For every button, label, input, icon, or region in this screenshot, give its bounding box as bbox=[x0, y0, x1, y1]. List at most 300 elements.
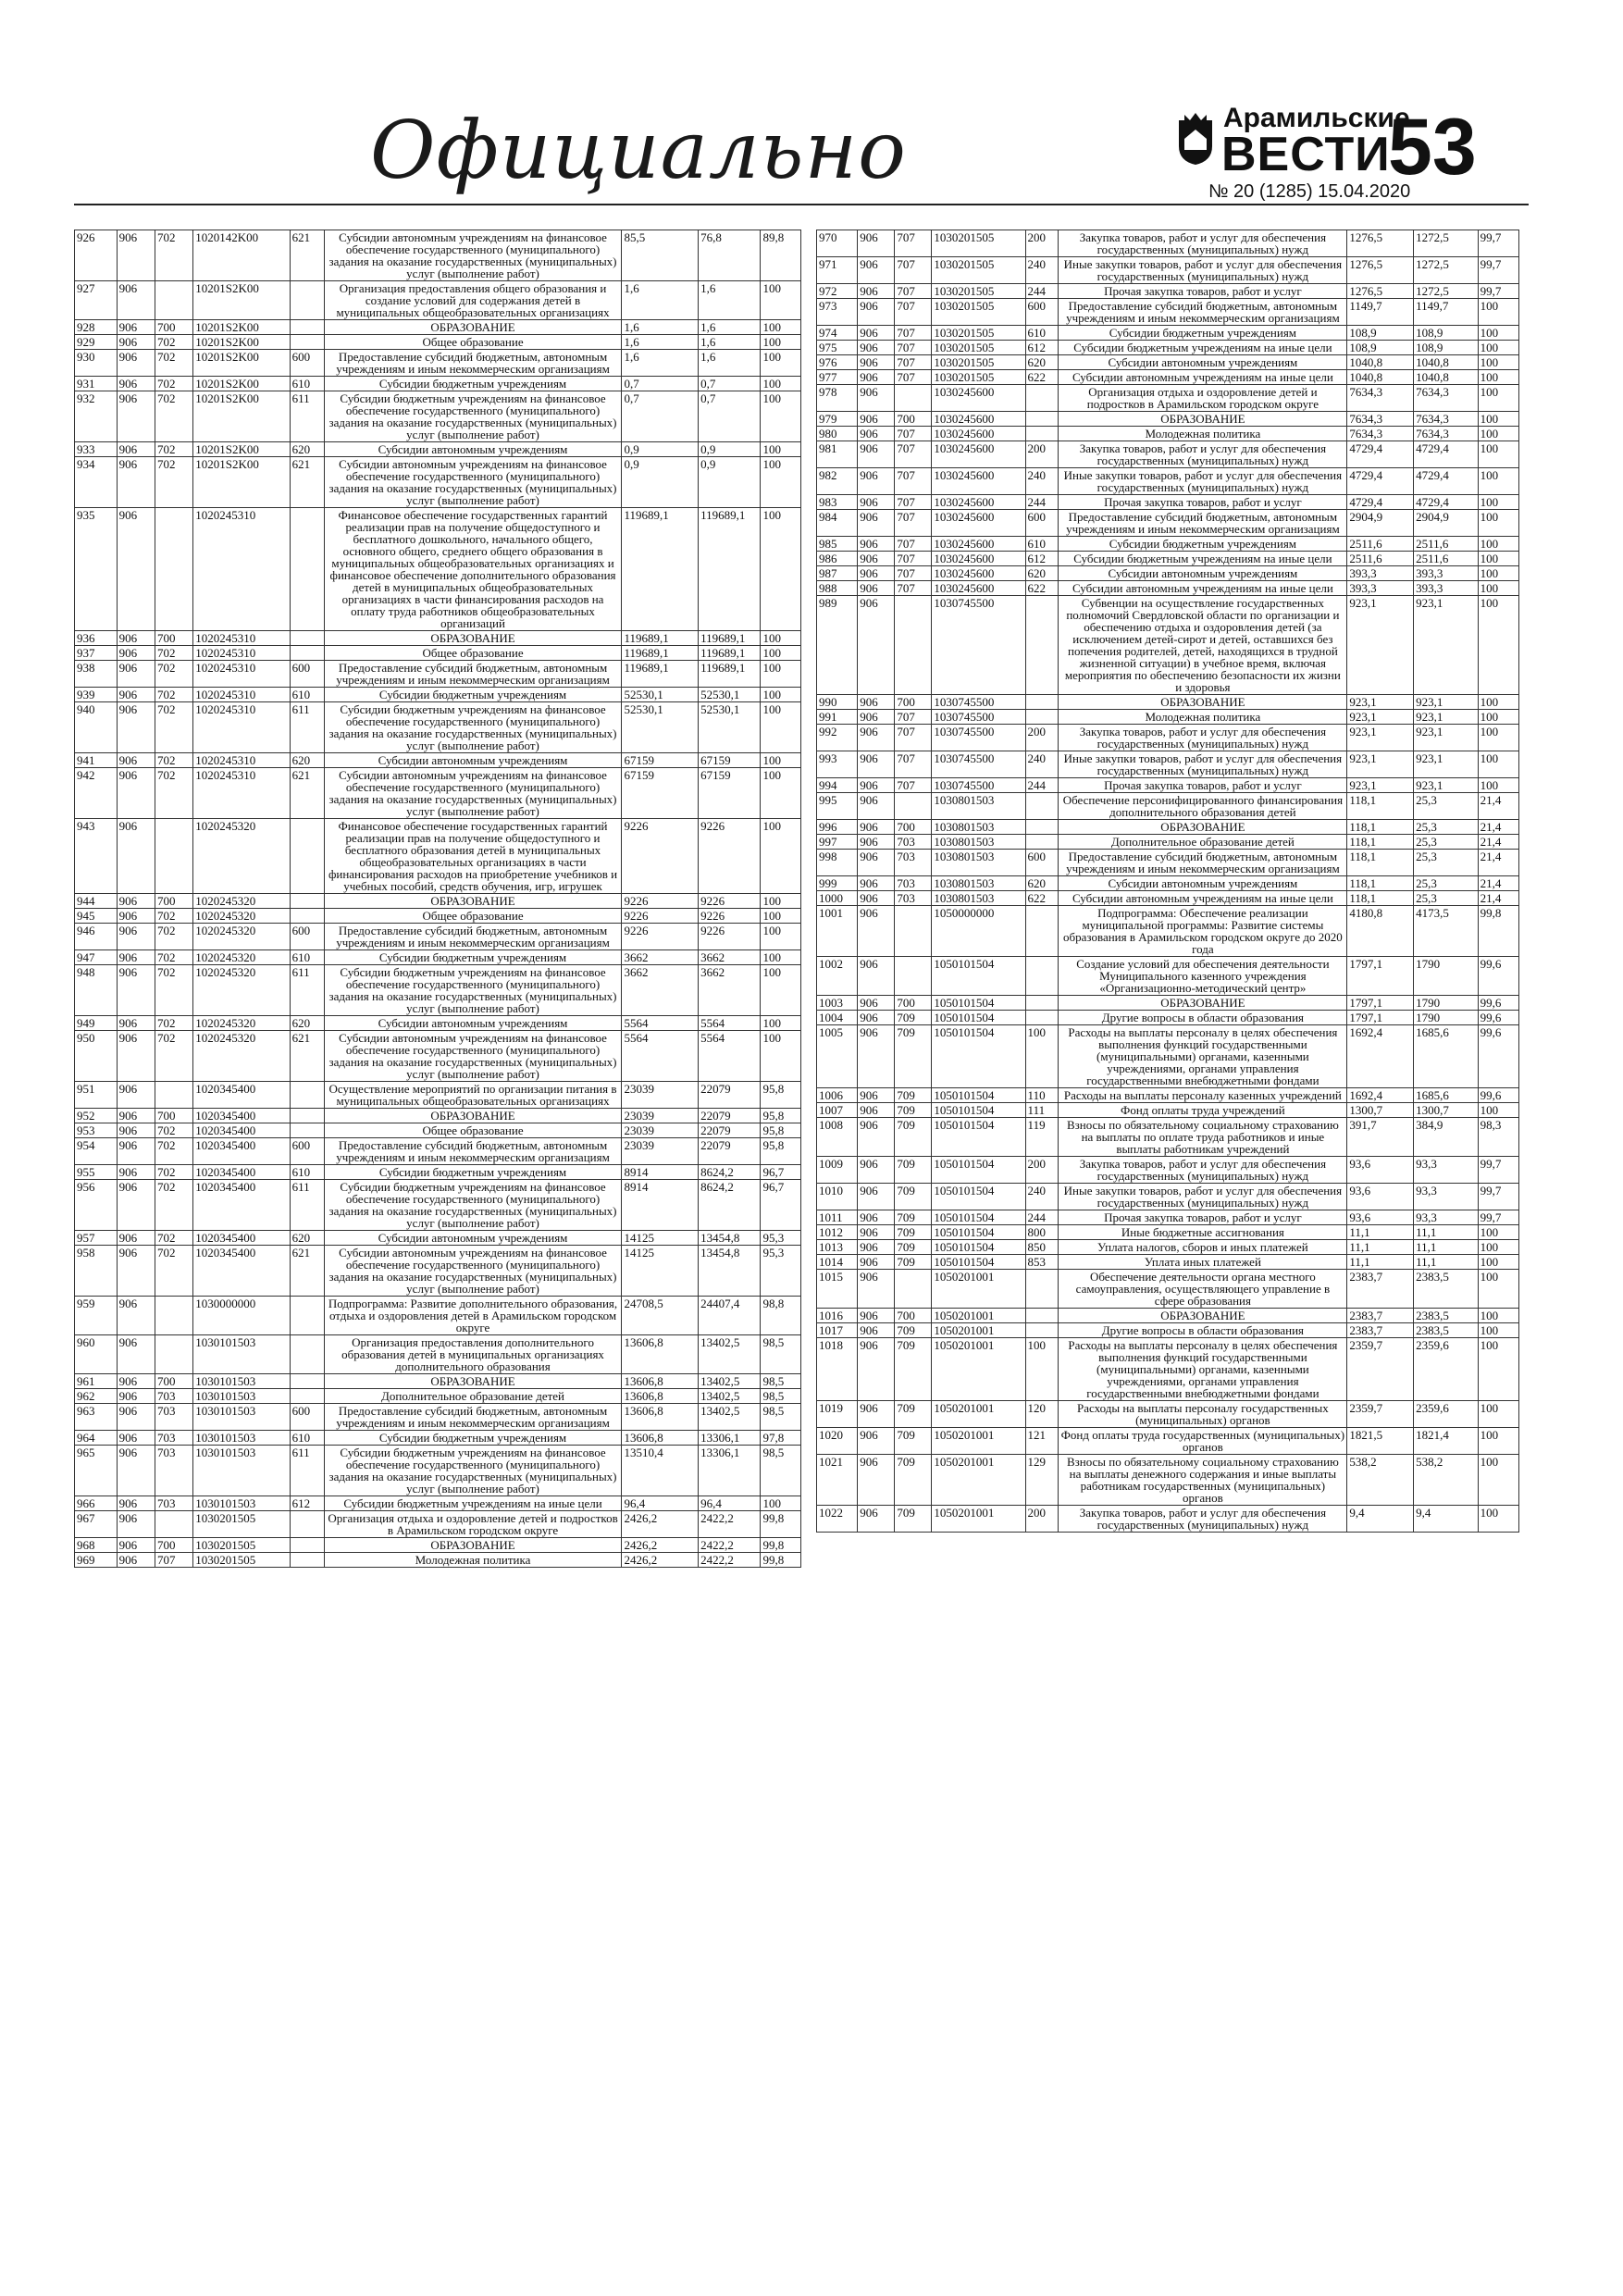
table-cell: Подпрограмма: Развитие дополнительного образования, отдыха и оздоровления детей в Арамильском городском округе bbox=[324, 1297, 622, 1335]
table-row bbox=[817, 1210, 1519, 1225]
table-cell: 0,7 bbox=[622, 377, 699, 391]
table-cell: 707 bbox=[895, 495, 932, 510]
table-cell: 906 bbox=[117, 1404, 155, 1431]
table-cell: 707 bbox=[895, 284, 932, 299]
table-cell: 1300,7 bbox=[1347, 1103, 1414, 1118]
table-cell: 1030801503 bbox=[932, 835, 1025, 850]
table-cell: 1050101504 bbox=[932, 1210, 1025, 1225]
table-cell: 1019 bbox=[817, 1401, 858, 1428]
table-cell: 1050101504 bbox=[932, 1103, 1025, 1118]
table-cell: 1011 bbox=[817, 1210, 858, 1225]
table-cell: 981 bbox=[817, 441, 858, 468]
table-cell: 709 bbox=[895, 1240, 932, 1255]
table-cell: 906 bbox=[117, 819, 155, 894]
table-cell: 0,9 bbox=[622, 457, 699, 508]
table-cell: 1050000000 bbox=[932, 906, 1025, 957]
table-cell: 2383,7 bbox=[1347, 1270, 1414, 1309]
table-cell: ОБРАЗОВАНИЕ bbox=[324, 894, 622, 909]
table-cell: 963 bbox=[75, 1404, 118, 1431]
table-cell: 10201S2K00 bbox=[193, 335, 290, 350]
table-cell: 906 bbox=[858, 1011, 895, 1025]
table-cell: 923,1 bbox=[1347, 695, 1414, 710]
table-cell: 1007 bbox=[817, 1103, 858, 1118]
table-cell: 9226 bbox=[622, 909, 699, 924]
table-cell: 1692,4 bbox=[1347, 1088, 1414, 1103]
table-cell: 4729,4 bbox=[1347, 441, 1414, 468]
table-cell: 98,8 bbox=[761, 1297, 801, 1335]
table-cell: 7634,3 bbox=[1414, 427, 1479, 441]
table-cell: 22079 bbox=[699, 1123, 761, 1138]
table-cell: 100 bbox=[761, 950, 801, 965]
table-cell: 906 bbox=[117, 1431, 155, 1446]
table-cell: 906 bbox=[858, 326, 895, 341]
table-cell: 100 bbox=[1478, 1323, 1518, 1338]
table-row bbox=[75, 1016, 801, 1031]
table-cell: 23039 bbox=[622, 1138, 699, 1165]
table-cell: 129 bbox=[1025, 1455, 1059, 1506]
table-row bbox=[817, 710, 1519, 725]
table-cell: 1030101503 bbox=[193, 1374, 290, 1389]
table-cell: 100 bbox=[761, 909, 801, 924]
table-cell: 98,5 bbox=[761, 1389, 801, 1404]
table-cell: 100 bbox=[1478, 710, 1518, 725]
table-cell: 702 bbox=[155, 230, 192, 281]
table-row bbox=[75, 1123, 801, 1138]
table-cell: 119689,1 bbox=[699, 646, 761, 661]
table-row bbox=[817, 891, 1519, 906]
table-cell: Субсидии автономным учреждениям bbox=[324, 1231, 622, 1246]
table-cell: 702 bbox=[155, 753, 192, 768]
table-cell: 707 bbox=[155, 1553, 192, 1568]
table-cell: 11,1 bbox=[1347, 1255, 1414, 1270]
table-cell: 1030201505 bbox=[932, 370, 1025, 385]
table-cell: 950 bbox=[75, 1031, 118, 1082]
table-cell: Взносы по обязательному социальному страхованию на выплаты денежного содержания и иные выплаты работникам государственных (муниципальных) органов bbox=[1059, 1455, 1347, 1506]
table-cell: 10201S2K00 bbox=[193, 320, 290, 335]
table-cell: 2359,7 bbox=[1347, 1401, 1414, 1428]
table-cell: ОБРАЗОВАНИЕ bbox=[324, 320, 622, 335]
table-cell: 1040,8 bbox=[1347, 370, 1414, 385]
table-cell: 7634,3 bbox=[1347, 385, 1414, 412]
table-cell: 906 bbox=[117, 768, 155, 819]
table-cell: Субсидии автономным учреждениям на финансовое обеспечение государственного (муниципального) задания на оказание государственных (муниципальных) услуг (выполнение работ) bbox=[324, 457, 622, 508]
table-cell: 391,7 bbox=[1347, 1118, 1414, 1157]
table-cell: 21,4 bbox=[1478, 820, 1518, 835]
table-cell: 100 bbox=[1478, 778, 1518, 793]
table-row bbox=[817, 850, 1519, 876]
table-cell: 4729,4 bbox=[1414, 468, 1479, 495]
table-cell: 1050101504 bbox=[932, 957, 1025, 996]
table-cell: 1272,5 bbox=[1414, 257, 1479, 284]
table-cell: 974 bbox=[817, 326, 858, 341]
table-row bbox=[75, 1446, 801, 1496]
table-cell: 25,3 bbox=[1414, 820, 1479, 835]
table-cell: 1050201001 bbox=[932, 1323, 1025, 1338]
table-cell: 951 bbox=[75, 1082, 118, 1109]
table-cell: 707 bbox=[895, 257, 932, 284]
table-cell: 1050101504 bbox=[932, 1225, 1025, 1240]
table-cell: 52530,1 bbox=[699, 688, 761, 702]
table-cell: 976 bbox=[817, 355, 858, 370]
table-cell: 1000 bbox=[817, 891, 858, 906]
table-cell: 100 bbox=[1478, 1455, 1518, 1506]
table-cell bbox=[1025, 793, 1059, 820]
table-cell: 100 bbox=[761, 442, 801, 457]
table-cell: 10201S2K00 bbox=[193, 281, 290, 320]
table-cell: 1685,6 bbox=[1414, 1025, 1479, 1088]
table-cell: 100 bbox=[1478, 427, 1518, 441]
table-cell: 98,5 bbox=[761, 1335, 801, 1374]
table-cell: 100 bbox=[1478, 695, 1518, 710]
table-cell: 936 bbox=[75, 631, 118, 646]
table-cell: 611 bbox=[290, 702, 324, 753]
table-cell: 10201S2K00 bbox=[193, 391, 290, 442]
table-cell: 67159 bbox=[622, 768, 699, 819]
table-row bbox=[75, 1404, 801, 1431]
table-cell: 200 bbox=[1025, 230, 1059, 257]
table-row bbox=[817, 552, 1519, 566]
table-cell: 709 bbox=[895, 1184, 932, 1210]
table-cell: 945 bbox=[75, 909, 118, 924]
table-cell: 994 bbox=[817, 778, 858, 793]
table-cell: 702 bbox=[155, 909, 192, 924]
table-cell: 98,5 bbox=[761, 1404, 801, 1431]
table-cell: 1030201505 bbox=[932, 355, 1025, 370]
table-cell: 1030201505 bbox=[193, 1538, 290, 1553]
table-cell: 800 bbox=[1025, 1225, 1059, 1240]
table-cell: 934 bbox=[75, 457, 118, 508]
table-cell: 979 bbox=[817, 412, 858, 427]
table-cell: 1030745500 bbox=[932, 725, 1025, 751]
table-cell: 923,1 bbox=[1347, 596, 1414, 695]
table-cell: 100 bbox=[761, 1496, 801, 1511]
table-cell: Субсидии автономным учреждениям bbox=[1059, 355, 1347, 370]
table-cell: 100 bbox=[1478, 566, 1518, 581]
table-cell: 906 bbox=[858, 835, 895, 850]
table-cell: 906 bbox=[858, 510, 895, 537]
table-cell: 1050101504 bbox=[932, 1118, 1025, 1157]
table-cell: 240 bbox=[1025, 257, 1059, 284]
table-cell: 1050101504 bbox=[932, 1240, 1025, 1255]
table-cell: 906 bbox=[117, 442, 155, 457]
table-cell: 906 bbox=[117, 753, 155, 768]
table-cell: 1022 bbox=[817, 1506, 858, 1533]
table-cell: 600 bbox=[290, 1138, 324, 1165]
table-cell: 10201S2K00 bbox=[193, 377, 290, 391]
table-cell: 703 bbox=[895, 835, 932, 850]
table-cell: 13306,1 bbox=[699, 1431, 761, 1446]
table-cell: 13402,5 bbox=[699, 1374, 761, 1389]
table-cell: 906 bbox=[858, 468, 895, 495]
table-cell: ОБРАЗОВАНИЕ bbox=[1059, 695, 1347, 710]
table-cell: 2426,2 bbox=[622, 1553, 699, 1568]
table-cell: 702 bbox=[155, 377, 192, 391]
table-cell: 610 bbox=[290, 688, 324, 702]
table-cell: Субсидии бюджетным учреждениям на финансовое обеспечение государственного (муниципального) задания на оказание государственных (муниципальных) услуг (выполнение работ) bbox=[324, 1446, 622, 1496]
table-cell: 1040,8 bbox=[1414, 355, 1479, 370]
table-cell: 906 bbox=[858, 751, 895, 778]
table-cell: 1050101504 bbox=[932, 1157, 1025, 1184]
table-cell: Фонд оплаты труда государственных (муниципальных) органов bbox=[1059, 1428, 1347, 1455]
table-cell: 906 bbox=[858, 793, 895, 820]
table-cell: 906 bbox=[858, 257, 895, 284]
table-cell: 968 bbox=[75, 1538, 118, 1553]
table-cell: 2383,5 bbox=[1414, 1309, 1479, 1323]
table-cell: 99,7 bbox=[1478, 257, 1518, 284]
table-cell: Обеспечение персонифицированного финансирования дополнительного образования детей bbox=[1059, 793, 1347, 820]
table-cell: 702 bbox=[155, 1165, 192, 1180]
table-cell bbox=[895, 1270, 932, 1309]
table-cell: 1,6 bbox=[699, 281, 761, 320]
table-cell: 923,1 bbox=[1347, 710, 1414, 725]
table-cell: 121 bbox=[1025, 1428, 1059, 1455]
table-cell: 1276,5 bbox=[1347, 257, 1414, 284]
table-cell: ОБРАЗОВАНИЕ bbox=[324, 1538, 622, 1553]
table-cell bbox=[290, 281, 324, 320]
table-cell: Организация предоставления дополнительного образования детей в муниципальных организациях дополнительного образования bbox=[324, 1335, 622, 1374]
table-cell: 1030101503 bbox=[193, 1335, 290, 1374]
table-cell: Общее образование bbox=[324, 909, 622, 924]
table-row bbox=[75, 1082, 801, 1109]
table-cell: 8624,2 bbox=[699, 1165, 761, 1180]
table-cell: Расходы на выплаты персоналу государственных (муниципальных) органов bbox=[1059, 1401, 1347, 1428]
table-cell: 702 bbox=[155, 661, 192, 688]
table-cell: 1020245320 bbox=[193, 965, 290, 1016]
table-cell bbox=[290, 320, 324, 335]
table-cell: 118,1 bbox=[1347, 793, 1414, 820]
table-cell: 52530,1 bbox=[622, 688, 699, 702]
table-cell: 25,3 bbox=[1414, 835, 1479, 850]
table-row bbox=[817, 257, 1519, 284]
table-cell: 0,9 bbox=[622, 442, 699, 457]
table-cell: 100 bbox=[1478, 1309, 1518, 1323]
table-cell: 1020345400 bbox=[193, 1180, 290, 1231]
table-cell: 707 bbox=[895, 552, 932, 566]
table-row bbox=[75, 335, 801, 350]
table-cell: 971 bbox=[817, 257, 858, 284]
table-cell: Субсидии бюджетным учреждениям на иные цели bbox=[1059, 341, 1347, 355]
table-cell: 1050201001 bbox=[932, 1506, 1025, 1533]
table-cell: 100 bbox=[1478, 1506, 1518, 1533]
table-cell: 702 bbox=[155, 702, 192, 753]
table-cell bbox=[1025, 1011, 1059, 1025]
table-cell: 1030201505 bbox=[932, 284, 1025, 299]
table-cell: ОБРАЗОВАНИЕ bbox=[324, 631, 622, 646]
table-cell: 1030201505 bbox=[193, 1511, 290, 1538]
table-cell bbox=[1025, 996, 1059, 1011]
table-cell: 906 bbox=[117, 631, 155, 646]
table-cell bbox=[1025, 820, 1059, 835]
table-cell: 7634,3 bbox=[1414, 385, 1479, 412]
table-cell: 906 bbox=[117, 1082, 155, 1109]
table-cell: 1020345400 bbox=[193, 1109, 290, 1123]
table-cell: 923,1 bbox=[1347, 725, 1414, 751]
table-cell: 610 bbox=[1025, 326, 1059, 341]
table-cell: 906 bbox=[858, 566, 895, 581]
table-cell: 100 bbox=[1478, 412, 1518, 427]
table-cell bbox=[1025, 1270, 1059, 1309]
table-cell: 709 bbox=[895, 1225, 932, 1240]
table-cell: 100 bbox=[761, 768, 801, 819]
table-cell: 1020245320 bbox=[193, 950, 290, 965]
table-cell: Расходы на выплаты персоналу в целях обеспечения выполнения функций государственными (муниципальными) органами, казенными учреждениями, органами управления государственными внебюджетными фондами bbox=[1059, 1338, 1347, 1401]
table-cell: 709 bbox=[895, 1011, 932, 1025]
table-cell: 1821,5 bbox=[1347, 1428, 1414, 1455]
table-cell: 962 bbox=[75, 1389, 118, 1404]
table-cell: 611 bbox=[290, 391, 324, 442]
table-cell: 1030245600 bbox=[932, 581, 1025, 596]
table-row bbox=[75, 950, 801, 965]
table-cell: 709 bbox=[895, 1506, 932, 1533]
table-row bbox=[75, 661, 801, 688]
table-row bbox=[817, 751, 1519, 778]
table-cell: 96,7 bbox=[761, 1180, 801, 1231]
table-cell: 702 bbox=[155, 965, 192, 1016]
table-cell: Субсидии бюджетным учреждениям bbox=[324, 377, 622, 391]
table-cell: 10201S2K00 bbox=[193, 442, 290, 457]
table-cell bbox=[1025, 412, 1059, 427]
table-cell: Молодежная политика bbox=[1059, 710, 1347, 725]
table-cell: 2359,7 bbox=[1347, 1338, 1414, 1401]
budget-table-left bbox=[74, 230, 801, 1568]
table-cell: 982 bbox=[817, 468, 858, 495]
table-cell: 1006 bbox=[817, 1088, 858, 1103]
table-cell: Иные закупки товаров, работ и услуг для обеспечения государственных (муниципальных) нужд bbox=[1059, 468, 1347, 495]
table-cell: Субсидии бюджетным учреждениям на иные цели bbox=[1059, 552, 1347, 566]
table-cell: 955 bbox=[75, 1165, 118, 1180]
table-cell: Субсидии автономным учреждениям на финансовое обеспечение государственного (муниципального) задания на оказание государственных (муниципальных) услуг (выполнение работ) bbox=[324, 1246, 622, 1297]
table-cell: 700 bbox=[155, 1374, 192, 1389]
table-cell: 906 bbox=[858, 1025, 895, 1088]
table-cell: Предоставление субсидий бюджетным, автономным учреждениям и иным некоммерческим организациям bbox=[1059, 510, 1347, 537]
table-cell: 1790 bbox=[1414, 957, 1479, 996]
table-cell: 1030245600 bbox=[932, 510, 1025, 537]
table-cell: 67159 bbox=[699, 768, 761, 819]
table-cell: 1030745500 bbox=[932, 778, 1025, 793]
table-cell bbox=[895, 793, 932, 820]
table-cell: 703 bbox=[155, 1404, 192, 1431]
table-cell: 21,4 bbox=[1478, 876, 1518, 891]
table-cell: 1030201505 bbox=[932, 326, 1025, 341]
table-cell: 1050201001 bbox=[932, 1338, 1025, 1401]
table-cell: 906 bbox=[858, 1103, 895, 1118]
table-cell: 2511,6 bbox=[1347, 537, 1414, 552]
table-cell: 1030101503 bbox=[193, 1496, 290, 1511]
table-cell: 923,1 bbox=[1347, 778, 1414, 793]
table-cell: 119689,1 bbox=[622, 646, 699, 661]
table-cell: 1003 bbox=[817, 996, 858, 1011]
logo-top-text: Арамильские bbox=[1223, 103, 1410, 133]
table-cell: 538,2 bbox=[1414, 1455, 1479, 1506]
table-cell: 707 bbox=[895, 778, 932, 793]
table-cell: 1020245320 bbox=[193, 924, 290, 950]
table-cell: 923,1 bbox=[1414, 596, 1479, 695]
table-cell: 600 bbox=[290, 924, 324, 950]
table-cell: 100 bbox=[761, 335, 801, 350]
table-cell: 1,6 bbox=[622, 335, 699, 350]
table-cell: 906 bbox=[858, 441, 895, 468]
table-cell: 906 bbox=[117, 1553, 155, 1568]
table-cell: 9226 bbox=[699, 924, 761, 950]
table-cell: 2383,5 bbox=[1414, 1270, 1479, 1309]
table-cell: 100 bbox=[1478, 326, 1518, 341]
table-row bbox=[817, 412, 1519, 427]
table-cell: 700 bbox=[155, 894, 192, 909]
table-cell: 1040,8 bbox=[1414, 370, 1479, 385]
table-cell bbox=[290, 1553, 324, 1568]
table-cell: 1020245310 bbox=[193, 688, 290, 702]
table-cell: 100 bbox=[761, 508, 801, 631]
table-cell: Подпрограмма: Обеспечение реализации муниципальной программы: Развитие системы образования в Арамильском городском округе до 2020 года bbox=[1059, 906, 1347, 957]
table-cell: Обеспечение деятельности органа местного самоуправления, осуществляющего управление в сфере образования bbox=[1059, 1270, 1347, 1309]
table-cell: 25,3 bbox=[1414, 891, 1479, 906]
table-cell: 3662 bbox=[622, 950, 699, 965]
table-cell: Финансовое обеспечение государственных гарантий реализации прав на получение общедоступного и бесплатного дошкольного, начального общего, основного общего, среднего общего образования в муниципальных общеобразовательных организациях и финансовое обеспечение дополнительного образования детей в муниципальных общеобразовательных организациях в части финансирования расходов на оплату труда работников общеобразовательных организаций bbox=[324, 508, 622, 631]
table-cell: 244 bbox=[1025, 495, 1059, 510]
table-cell: 93,6 bbox=[1347, 1157, 1414, 1184]
table-cell: 709 bbox=[895, 1118, 932, 1157]
table-row bbox=[75, 1109, 801, 1123]
table-row bbox=[817, 957, 1519, 996]
table-cell: 961 bbox=[75, 1374, 118, 1389]
table-cell: 89,8 bbox=[761, 230, 801, 281]
table-cell: 700 bbox=[895, 820, 932, 835]
table-cell: 707 bbox=[895, 355, 932, 370]
table-cell: 9226 bbox=[699, 894, 761, 909]
table-cell: 1030201505 bbox=[932, 341, 1025, 355]
table-cell: 906 bbox=[117, 702, 155, 753]
table-cell: Уплата налогов, сборов и иных платежей bbox=[1059, 1240, 1347, 1255]
table-cell: 22079 bbox=[699, 1082, 761, 1109]
table-cell: 1050101504 bbox=[932, 1088, 1025, 1103]
table-row bbox=[817, 537, 1519, 552]
table-cell: 100 bbox=[761, 631, 801, 646]
table-cell bbox=[155, 819, 192, 894]
table-cell: Уплата иных платежей bbox=[1059, 1255, 1347, 1270]
table-cell: 9226 bbox=[622, 819, 699, 894]
table-cell: 96,7 bbox=[761, 1165, 801, 1180]
table-cell: 991 bbox=[817, 710, 858, 725]
table-cell: Фонд оплаты труда учреждений bbox=[1059, 1103, 1347, 1118]
table-cell: 906 bbox=[117, 1446, 155, 1496]
table-cell: 702 bbox=[155, 950, 192, 965]
table-row bbox=[817, 326, 1519, 341]
table-cell: 96,4 bbox=[699, 1496, 761, 1511]
table-cell: 119 bbox=[1025, 1118, 1059, 1157]
table-cell: 538,2 bbox=[1347, 1455, 1414, 1506]
table-cell: 99,6 bbox=[1478, 996, 1518, 1011]
table-cell: 707 bbox=[895, 299, 932, 326]
table-cell: 1005 bbox=[817, 1025, 858, 1088]
table-cell: 2422,2 bbox=[699, 1553, 761, 1568]
table-cell: 99,8 bbox=[1478, 906, 1518, 957]
table-cell: 23039 bbox=[622, 1082, 699, 1109]
table-cell: 703 bbox=[895, 850, 932, 876]
table-cell: 2359,6 bbox=[1414, 1338, 1479, 1401]
table-cell: 906 bbox=[117, 1389, 155, 1404]
table-cell: 932 bbox=[75, 391, 118, 442]
table-cell: 1030245600 bbox=[932, 427, 1025, 441]
table-cell: 95,8 bbox=[761, 1138, 801, 1165]
table-cell bbox=[290, 894, 324, 909]
table-cell: 600 bbox=[1025, 510, 1059, 537]
table-cell: 1030245600 bbox=[932, 468, 1025, 495]
table-cell: Финансовое обеспечение государственных гарантий реализации прав на получение общедоступного и бесплатного образования детей в муниципальных общеобразовательных организациях в части финансирования расходов на приобретение учебников и учебных пособий, средств обучения, игр, игрушек bbox=[324, 819, 622, 894]
table-cell: 906 bbox=[858, 1338, 895, 1401]
table-cell: 1030245600 bbox=[932, 412, 1025, 427]
table-cell: 111 bbox=[1025, 1103, 1059, 1118]
newspaper-logo bbox=[1138, 102, 1416, 202]
